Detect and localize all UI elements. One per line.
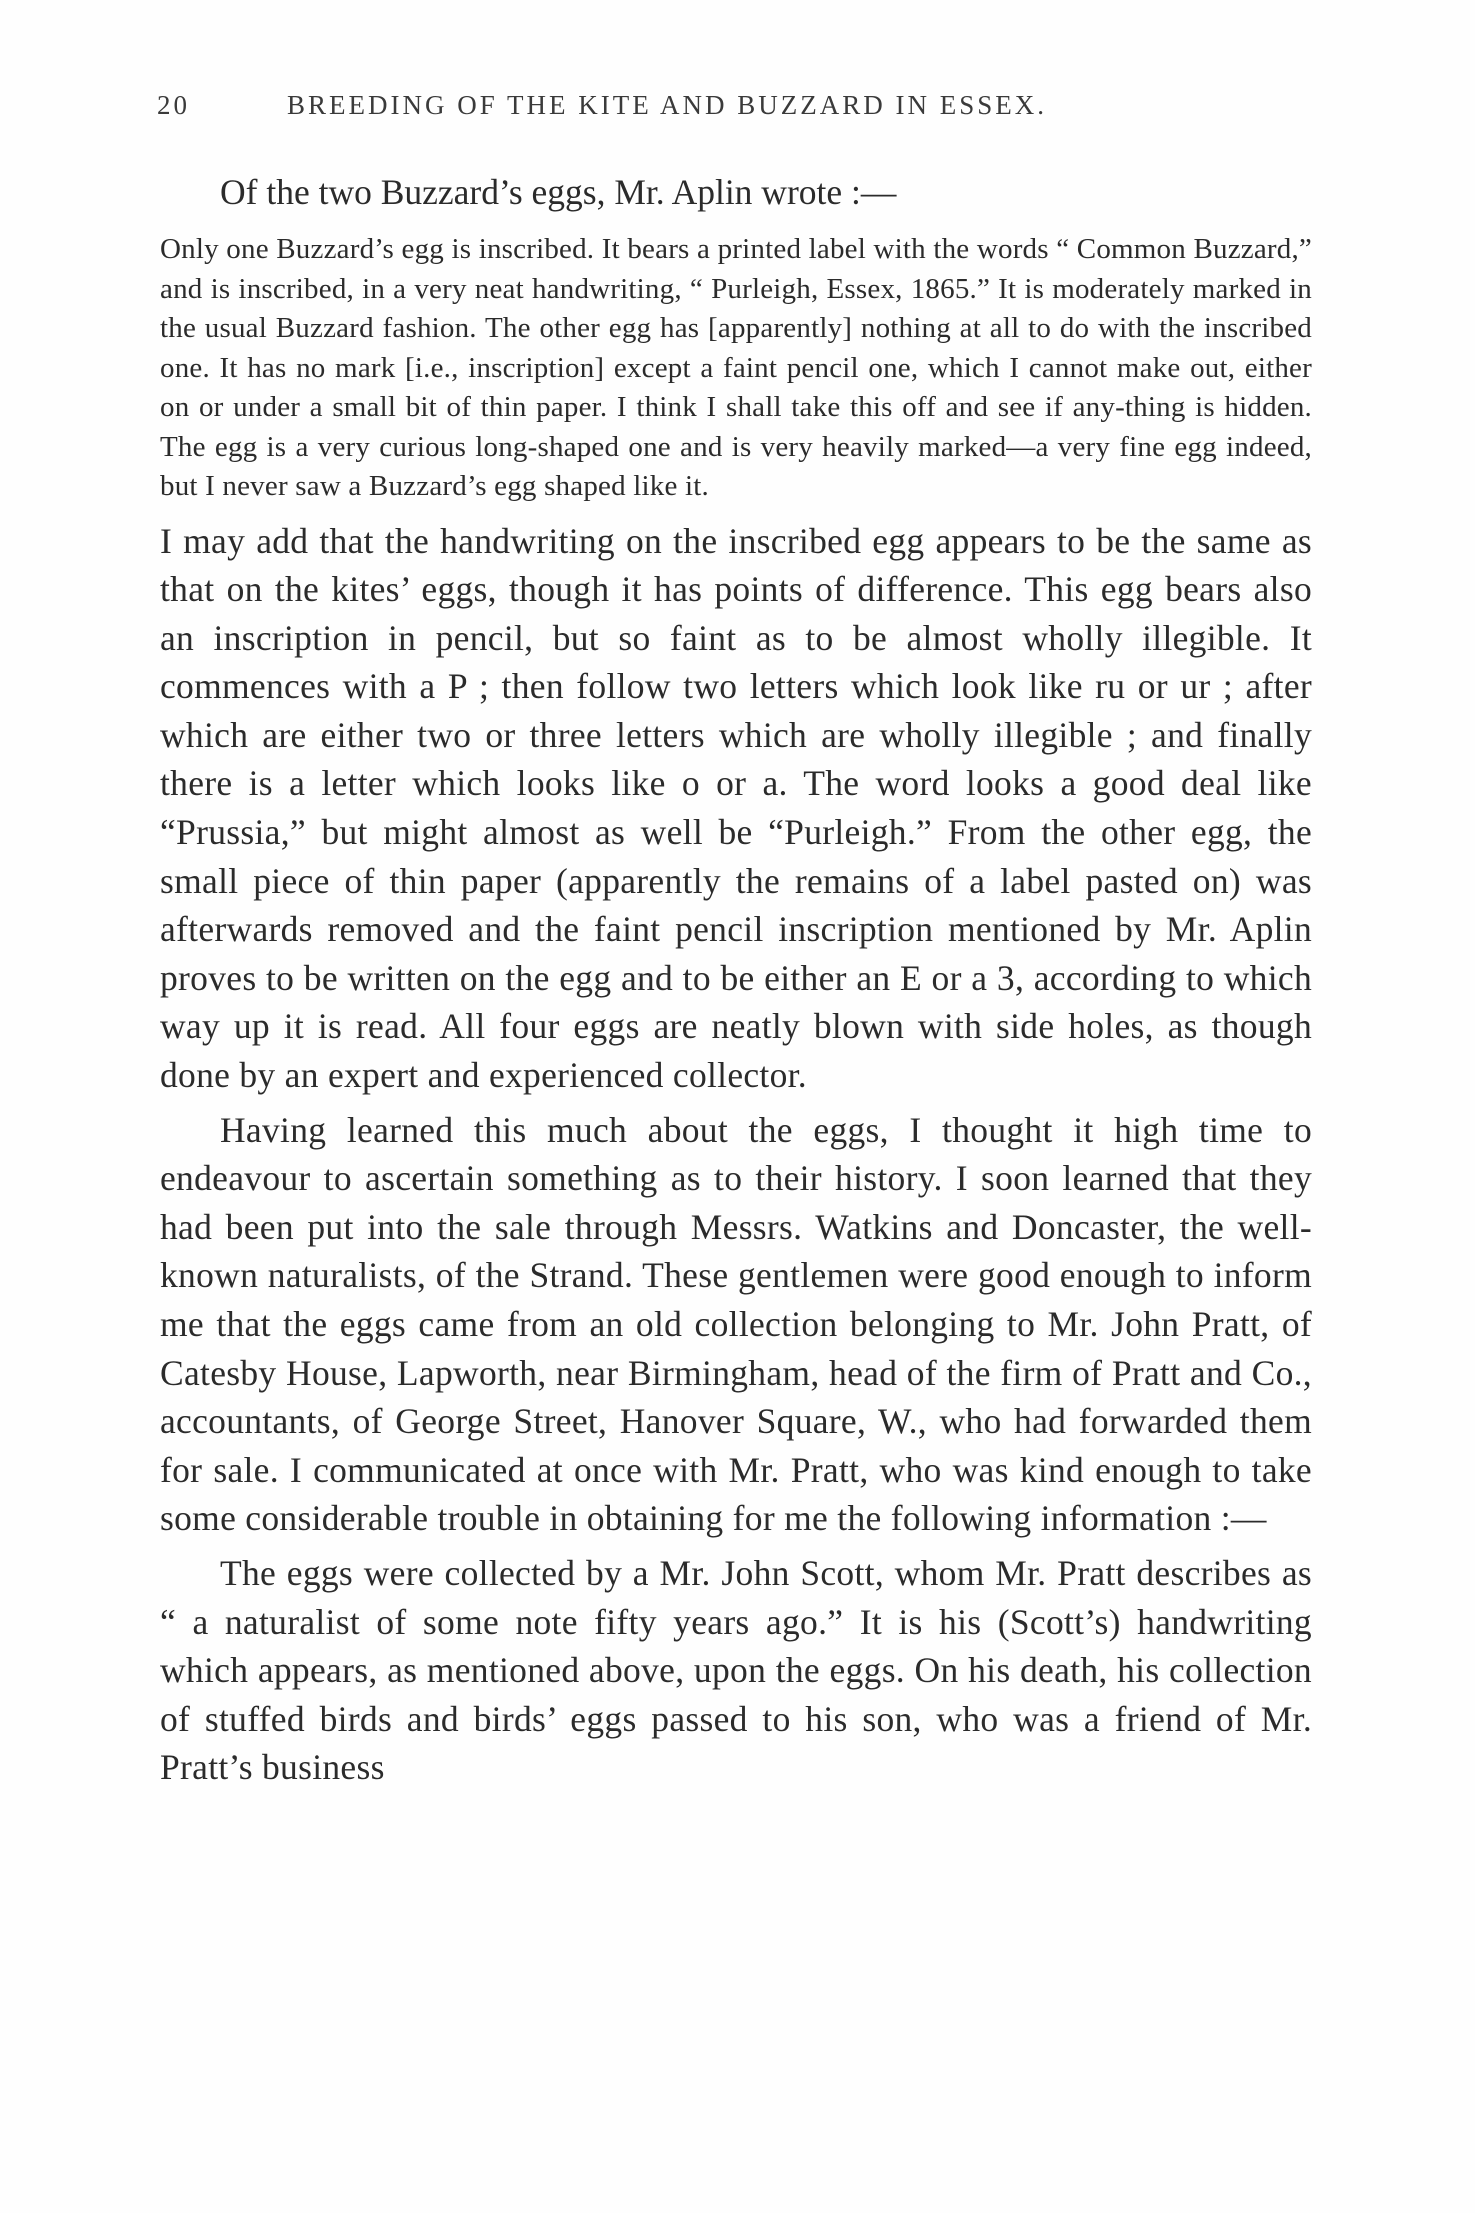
quoted-letter: Only one Buzzard’s egg is inscribed. It bears a printed label with the words “ Common Buzzard,” and is inscribed, in a very neat handwriting, “ Purleigh, Essex, 1865.” It is moderately marked in the usual Buzzard fashion. The other egg has [apparently] nothing at all to do with the inscribed one. It has no mark [i.e., inscription] except a faint pencil one, which I cannot make out, either on or under a small bit of thin paper. I think I shall take this off and see if any-thing is hidden. The egg is a very curious long-shaped one and is very heavily marked—a very fine egg indeed, but I never saw a Buzzard’s egg shaped like it. xyxy=(160,233,1312,502)
running-head xyxy=(157,90,1177,130)
paragraph-collector: The eggs were collected by a Mr. John Scott, whom Mr. Pratt describes as “ a naturalist of some note fifty years ago.” It is his (Scott’s) handwriting which appears, as mentioned above, upon the eggs. On his death, his collection of stuffed birds and birds’ eggs passed to his son, who was a friend of Mr. Pratt’s business xyxy=(160,1552,1312,1788)
page-number: 20 xyxy=(157,90,190,120)
running-head-title: BREEDING OF THE KITE AND BUZZARD IN ESSEX. xyxy=(287,90,1047,120)
paragraph-history: Having learned this much about the eggs, I thought it high time to endeavour to ascertain something as to their history. I soon learned that they had been put into the sale through Messrs. Watkins and Doncaster, the well-known naturalists, of the Strand. These gentlemen were good enough to inform me that the eggs came from an old collection belonging to Mr. John Pratt, of Catesby House, Lapworth, near Birmingham, head of the firm of Pratt and Co., accountants, of George Street, Hanover Square, W., who had forwarded them for sale. I communicated at once with Mr. Pratt, who was kind enough to take some considerable trouble in obtaining for me the following information :— xyxy=(160,1109,1312,1539)
page-body xyxy=(160,168,1312,1798)
intro-line: Of the two Buzzard’s eggs, Mr. Aplin wrote :— xyxy=(220,172,897,212)
paragraph-handwriting: I may add that the handwriting on the inscribed egg appears to be the same as that on the kites’ eggs, though it has points of difference. This egg bears also an inscription in pencil, but so faint as to be almost wholly illegible. It commences with a P ; then follow two letters which look like ru or ur ; after which are either two or three letters which are wholly illegible ; and finally there is a letter which looks like o or a. The word looks a good deal like “Prussia,” but might almost as well be “Purleigh.” From the other egg, the small piece of thin paper (apparently the remains of a label pasted on) was afterwards removed and the faint pencil inscription mentioned by Mr. Aplin proves to be written on the egg and to be either an E or a 3, according to which way up it is read. All four eggs are neatly blown with side holes, as though done by an expert and experienced collector. xyxy=(160,520,1312,1096)
